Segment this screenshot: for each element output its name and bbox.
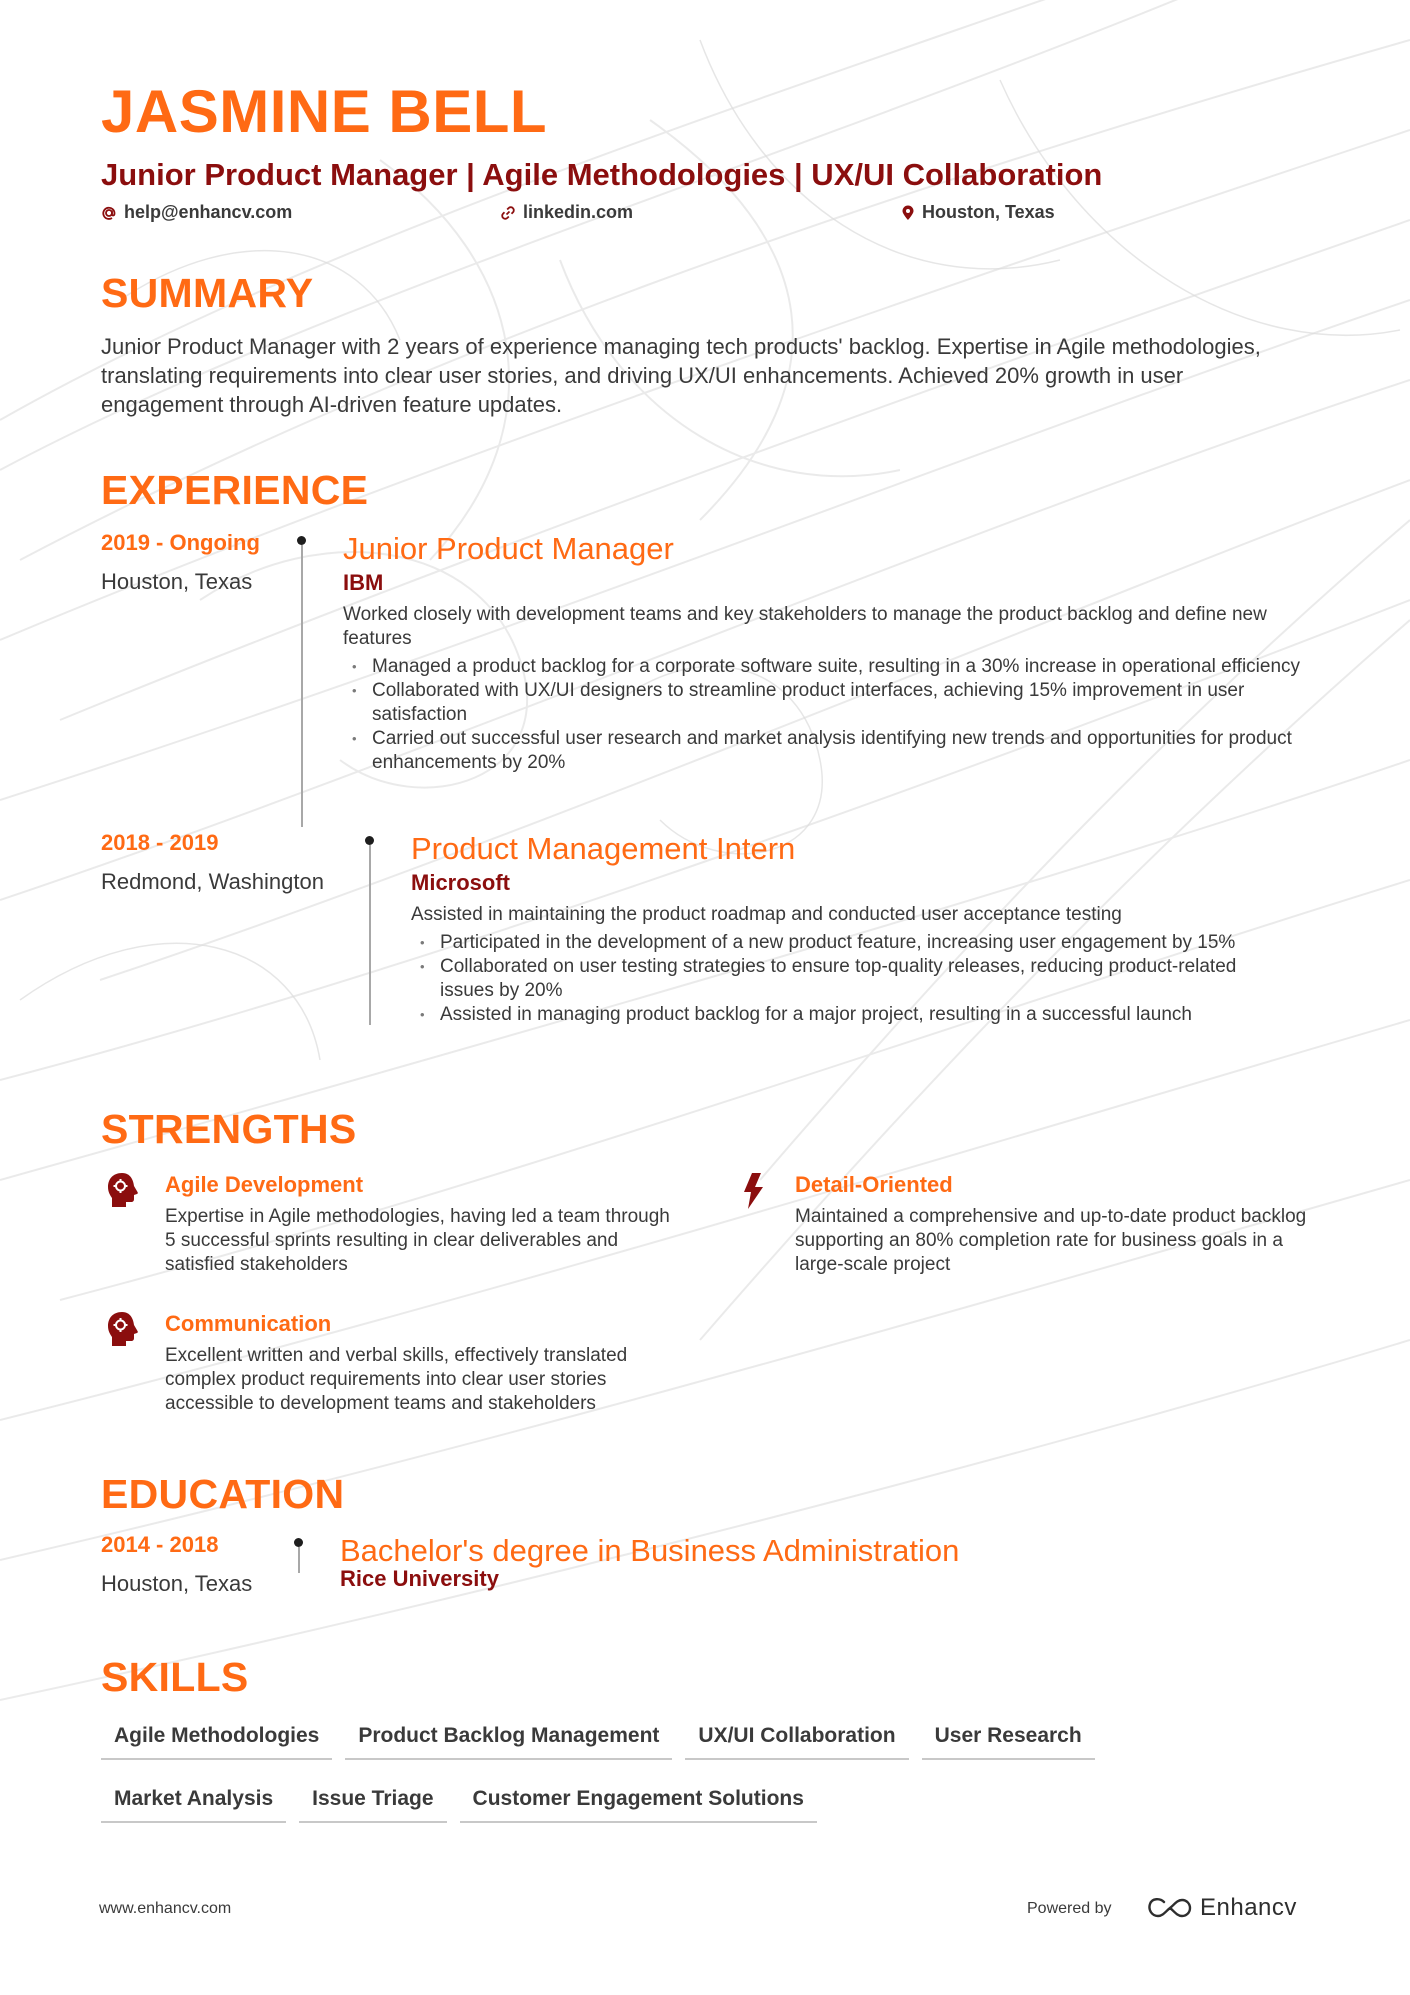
skill-tag: Agile Methodologies [101,1720,332,1760]
timeline-dot [297,536,306,545]
skill-tag: Customer Engagement Solutions [460,1783,817,1823]
contact-linkedin-text: linkedin.com [523,202,634,222]
skill-tag: User Research [922,1720,1095,1760]
job-dates: 2019 - Ongoing [101,530,260,555]
job-bullet: • Assisted in managing product backlog for a major project, resulting in a successful launch [411,1003,1281,1027]
skills-list [101,1720,1301,1846]
summary-heading: SUMMARY [101,270,314,316]
candidate-name: JASMINE BELL [101,78,548,145]
link-icon [500,205,516,221]
skill-tag: Product Backlog Management [345,1720,672,1760]
candidate-headline: Junior Product Manager | Agile Methodologies | UX/UI Collaboration [101,157,1103,192]
head-icon [106,1310,142,1350]
timeline-line [298,1547,300,1573]
job-bullet: • Collaborated with UX/UI designers to streamline product interfaces, achieving 15% improvement in user satisfaction [343,679,1328,727]
job-entry [411,830,1281,1027]
job-location: Houston, Texas [101,569,253,594]
timeline-line [301,545,303,827]
job-bullets [343,655,1328,775]
strength-title: Communication [165,1311,332,1336]
footer-powered-by: Powered by [1027,1900,1112,1917]
at-icon [101,205,117,221]
education-heading: EDUCATION [101,1471,345,1517]
strength-description: Expertise in Agile methodologies, having led a team through 5 successful sprints resulting in clear deliverables and satisfied stakeholders [165,1206,670,1275]
job-bullet: • Carried out successful user research and market analysis identifying new trends and opportunities for product enhancements by 20% [343,727,1328,775]
job-company: Microsoft [411,870,510,895]
contact-email[interactable] [101,202,292,223]
job-description: Worked closely with development teams and key stakeholders to manage the product backlog and define new features [343,604,1267,649]
job-bullet: • Collaborated on user testing strategies to ensure top-quality releases, reducing product-related issues by 20% [411,955,1281,1003]
strength-description: Excellent written and verbal skills, effectively translated complex product requirements into clear user stories accessible to development teams and stakeholders [165,1345,628,1414]
education-location: Houston, Texas [101,1571,253,1596]
skill-tag: Issue Triage [299,1783,446,1823]
enhancv-logo[interactable] [1146,1894,1297,1922]
job-location: Redmond, Washington [101,869,324,894]
job-title: Junior Product Manager [343,531,674,566]
strength-title: Detail-Oriented [795,1172,953,1197]
education-school: Rice University [340,1566,499,1591]
job-bullets [411,931,1281,1027]
job-company: IBM [343,570,384,595]
timeline-dot [294,1538,303,1547]
education-degree: Bachelor's degree in Business Administration [340,1533,960,1568]
job-title: Product Management Intern [411,831,796,866]
summary-text: Junior Product Manager with 2 years of experience managing tech products' backlog. Expertise in Agile methodologies, translating requirements into clear user stories, and driving UX/UI enhancements. Achieved 20% growth in user engagement through AI-driven feature updates. [101,334,1261,417]
skills-heading: SKILLS [101,1654,249,1700]
timeline-dot [365,836,374,845]
job-entry [343,530,1328,775]
job-bullet: • Participated in the development of a new product feature, increasing user engagement by 15% [411,931,1281,955]
job-description: Assisted in maintaining the product roadmap and conducted user acceptance testing [411,904,1122,925]
location-pin-icon [901,205,915,221]
contact-linkedin[interactable] [500,202,633,223]
contact-location-text: Houston, Texas [922,202,1055,222]
enhancv-logo-icon [1146,1896,1194,1920]
job-dates: 2018 - 2019 [101,830,219,855]
head-icon [106,1171,142,1211]
strength-description: Maintained a comprehensive and up-to-date product backlog supporting an 80% completion rate for business goals in a large-scale project [795,1206,1307,1275]
education-dates: 2014 - 2018 [101,1532,219,1557]
timeline-line [369,845,371,1025]
lightning-icon [736,1171,772,1211]
enhancv-logo-text: Enhancv [1200,1894,1297,1921]
contact-location [901,202,1055,223]
job-bullet: • Managed a product backlog for a corporate software suite, resulting in a 30% increase in operational efficiency [343,655,1328,679]
skill-tag: Market Analysis [101,1783,286,1823]
footer-website-link[interactable]: www.enhancv.com [99,1900,232,1917]
experience-heading: EXPERIENCE [101,467,369,513]
education-entry [340,1532,1300,1593]
strength-title: Agile Development [165,1172,364,1197]
skill-tag: UX/UI Collaboration [685,1720,908,1760]
strengths-heading: STRENGTHS [101,1106,357,1152]
contact-email-text: help@enhancv.com [124,202,293,222]
